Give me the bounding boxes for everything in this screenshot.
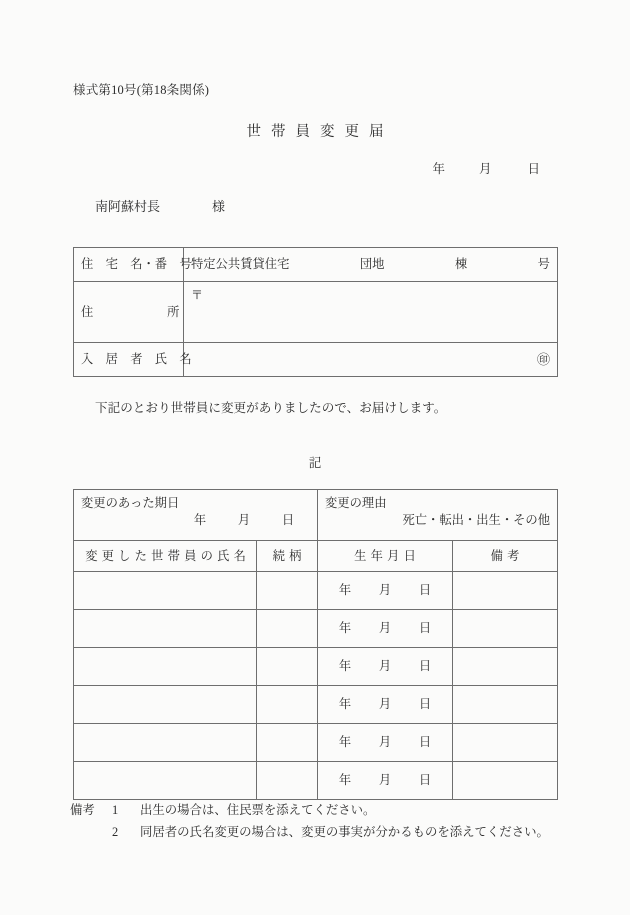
birthdate-ymd	[325, 696, 445, 713]
table-row	[74, 248, 558, 282]
dwelling-tou-label: 棟	[454, 257, 468, 272]
dwelling-name-value-cell[interactable]	[184, 248, 558, 282]
birthdate-month-label: 月	[378, 697, 392, 712]
change-reason-block	[325, 495, 550, 528]
seal-icon: ㊞	[536, 351, 550, 367]
addressee-name: 南阿蘇村長	[95, 199, 161, 214]
cell-relation[interactable]	[257, 610, 318, 648]
column-header-member-name	[74, 541, 257, 572]
table-row	[74, 610, 558, 648]
cell-member-name[interactable]	[74, 572, 257, 610]
birthdate-year-label: 年	[338, 735, 352, 750]
cell-birthdate[interactable]	[318, 572, 453, 610]
resident-name-label-text: 入 居 者 氏 名	[81, 352, 192, 367]
ki-marker: 記	[308, 456, 322, 470]
notes-label: 備考	[70, 803, 95, 817]
birthdate-day-label: 日	[418, 621, 432, 636]
address-value-cell[interactable]	[184, 282, 558, 343]
cell-birthdate[interactable]	[318, 648, 453, 686]
address-label-text: 住 所	[81, 304, 180, 319]
note-number: 1	[112, 803, 119, 817]
birthdate-year-label: 年	[338, 621, 352, 636]
column-header-relation-text: 続柄	[272, 548, 306, 563]
birthdate-year-label: 年	[338, 773, 352, 788]
cell-relation[interactable]	[257, 762, 318, 800]
dwelling-gou-label: 号	[537, 257, 550, 272]
cell-relation[interactable]	[257, 686, 318, 724]
birthdate-ymd	[325, 658, 445, 675]
statement-text: 下記のとおり世帯員に変更がありましたので、お届けします。	[95, 401, 447, 415]
column-header-remarks	[453, 541, 558, 572]
dwelling-name-label-text: 住 宅 名・番 号	[81, 257, 192, 272]
column-header-birthdate	[318, 541, 453, 572]
note-text: 出生の場合は、住民票を添えてください。	[140, 803, 376, 817]
change-date-ymd-inner	[81, 512, 310, 529]
cell-birthdate[interactable]	[318, 686, 453, 724]
birthdate-month-label: 月	[378, 583, 392, 598]
change-date-day-label: 日	[281, 512, 295, 527]
change-date-year-label: 年	[193, 512, 207, 527]
birthdate-year-label: 年	[338, 583, 352, 598]
cell-member-name[interactable]	[74, 610, 257, 648]
dwelling-type-text: 特定公共賃貸住宅	[191, 257, 290, 272]
dwelling-name-row	[191, 256, 550, 273]
cell-birthdate[interactable]	[318, 762, 453, 800]
cell-relation[interactable]	[257, 724, 318, 762]
cell-relation[interactable]	[257, 648, 318, 686]
birthdate-day-label: 日	[418, 583, 432, 598]
page-title: 世帯員変更届	[246, 124, 394, 140]
note-text: 同居者の氏名変更の場合は、変更の事実が分かるものを添えてください。	[140, 824, 549, 839]
birthdate-month-label: 月	[378, 773, 392, 788]
change-date-ymd	[81, 512, 310, 529]
cell-member-name[interactable]	[74, 724, 257, 762]
birthdate-ymd	[325, 734, 445, 751]
resident-name-value-cell[interactable]	[184, 343, 558, 377]
dwelling-danchi-label: 団地	[359, 257, 385, 272]
change-details-table	[73, 489, 558, 800]
birthdate-day-label: 日	[418, 773, 432, 788]
notes-label-spacer	[70, 822, 112, 844]
addressee-line	[95, 196, 225, 215]
birthdate-month-label: 月	[378, 621, 392, 636]
cell-member-name[interactable]	[74, 762, 257, 800]
birthdate-ymd	[325, 620, 445, 637]
birthdate-day-label: 日	[418, 697, 432, 712]
date-month-label: 月	[478, 162, 492, 176]
column-header-relation	[257, 541, 318, 572]
cell-member-name[interactable]	[74, 686, 257, 724]
table-row	[74, 572, 558, 610]
cell-relation[interactable]	[257, 572, 318, 610]
change-reason-options: 死亡・転出・出生・その他	[402, 512, 551, 527]
change-date-label: 変更のあった期日	[81, 496, 180, 510]
table-row	[74, 686, 558, 724]
column-header-remarks-text: 備考	[490, 548, 524, 563]
address-label	[74, 282, 184, 343]
birthdate-month-label: 月	[378, 735, 392, 750]
dwelling-name-label	[74, 248, 192, 282]
birthdate-ymd	[325, 582, 445, 599]
addressee-honorific: 様	[212, 199, 226, 214]
resident-name-row	[191, 351, 550, 369]
change-column-header-row	[74, 541, 558, 572]
form-number: 様式第10号(第18条関係)	[73, 83, 210, 97]
change-header-top-row	[74, 490, 558, 541]
resident-name-label	[74, 343, 192, 377]
cell-remarks[interactable]	[453, 724, 558, 762]
table-row	[74, 648, 558, 686]
submission-date-line	[0, 159, 540, 177]
column-header-birthdate-text: 生年月日	[354, 548, 421, 563]
resident-info-table	[73, 247, 558, 377]
cell-remarks[interactable]	[453, 610, 558, 648]
note-number: 2	[112, 824, 119, 839]
notes-section	[70, 800, 549, 843]
cell-birthdate[interactable]	[318, 610, 453, 648]
date-day-label: 日	[527, 162, 540, 176]
change-date-cell[interactable]	[74, 490, 318, 541]
table-row	[74, 343, 558, 377]
cell-remarks[interactable]	[453, 648, 558, 686]
table-row	[74, 762, 558, 800]
table-row	[74, 282, 558, 343]
cell-remarks[interactable]	[453, 572, 558, 610]
note-item	[70, 822, 549, 844]
birthdate-day-label: 日	[418, 659, 432, 674]
table-row	[74, 724, 558, 762]
cell-remarks[interactable]	[453, 686, 558, 724]
birthdate-day-label: 日	[418, 735, 432, 750]
cell-birthdate[interactable]	[318, 724, 453, 762]
note-item	[70, 800, 549, 822]
change-reason-cell[interactable]	[318, 490, 558, 541]
change-date-month-label: 月	[237, 512, 251, 527]
cell-member-name[interactable]	[74, 648, 257, 686]
column-header-member-name-text: 変更した世帯員の氏名	[85, 548, 251, 563]
change-reason-label: 変更の理由	[325, 496, 387, 510]
birthdate-year-label: 年	[338, 697, 352, 712]
date-year-label: 年	[432, 162, 445, 176]
birthdate-ymd	[325, 772, 445, 789]
cell-remarks[interactable]	[453, 762, 558, 800]
change-date-block	[81, 495, 310, 528]
postal-code-icon: 〒	[191, 288, 204, 302]
birthdate-year-label: 年	[338, 659, 352, 674]
birthdate-month-label: 月	[378, 659, 392, 674]
